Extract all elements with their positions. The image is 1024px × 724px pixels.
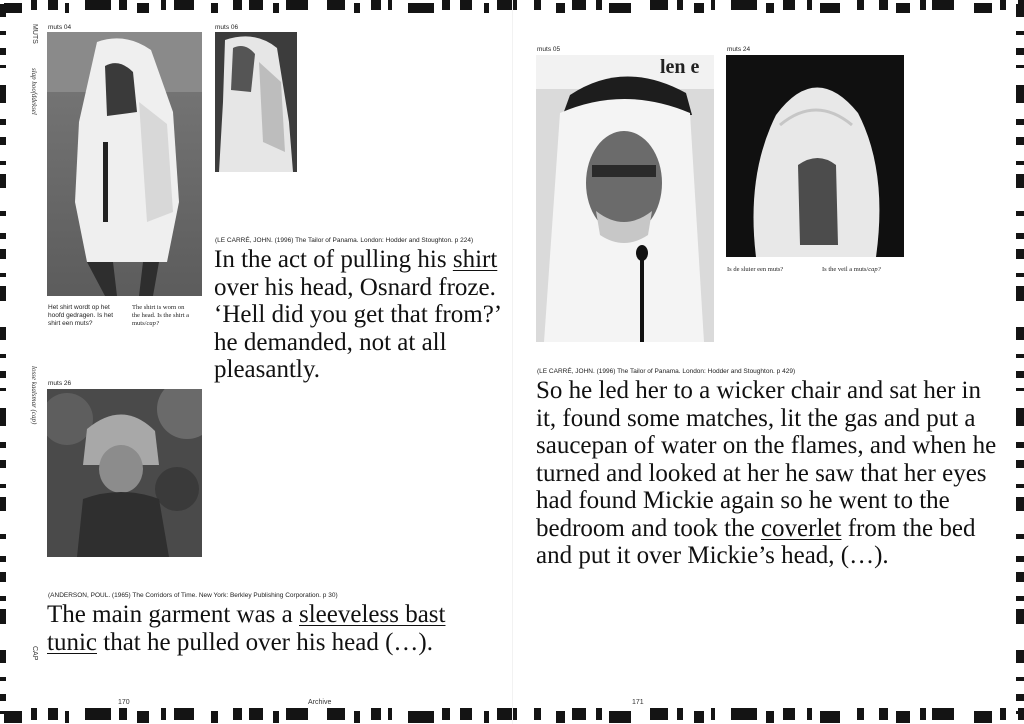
photo-muts26 xyxy=(47,389,202,557)
decorative-right-band xyxy=(1016,0,1024,724)
side-label-slap: slap hoofddeksel xyxy=(30,68,38,115)
photo-label-muts04: muts 04 xyxy=(48,24,72,31)
band-segment xyxy=(211,711,218,723)
band-segment xyxy=(0,65,6,68)
band-segment xyxy=(0,497,6,511)
band-segment xyxy=(0,249,6,259)
band-segment xyxy=(896,3,910,13)
band-segment xyxy=(85,708,111,720)
quote-osnard: In the act of pulling his shirt over his head, Osnard froze. ‘Hell did you get that from?’ he demanded, not at all pleasantly. xyxy=(214,246,501,383)
band-segment xyxy=(650,708,668,720)
band-segment xyxy=(974,711,992,723)
band-segment xyxy=(932,708,954,720)
band-segment xyxy=(354,3,360,13)
band-segment xyxy=(137,3,149,13)
band-segment xyxy=(408,3,434,13)
photo-label-muts06: muts 06 xyxy=(215,24,239,31)
band-segment xyxy=(0,161,6,165)
band-segment xyxy=(1016,137,1024,145)
band-segment xyxy=(286,0,308,10)
band-segment xyxy=(371,0,381,10)
band-segment xyxy=(1016,408,1024,426)
band-segment xyxy=(1016,442,1024,448)
band-segment xyxy=(1016,677,1024,681)
band-segment xyxy=(0,137,6,145)
band-segment xyxy=(0,31,6,35)
band-segment xyxy=(766,711,774,723)
band-segment xyxy=(609,711,631,723)
decorative-left-band xyxy=(0,0,8,724)
citation-anderson-30: (ANDERSON, POUL. (1965) The Corridors of Time. New York: Berkley Publishing Corporation. p 30) xyxy=(48,592,338,599)
band-segment xyxy=(119,708,127,720)
band-segment xyxy=(388,0,392,10)
band-segment xyxy=(857,0,864,10)
band-segment xyxy=(0,4,6,17)
band-segment xyxy=(1016,233,1024,239)
band-segment xyxy=(327,0,345,10)
band-segment xyxy=(0,174,6,188)
band-segment xyxy=(1016,694,1024,701)
band-segment xyxy=(0,327,6,340)
band-segment xyxy=(820,711,840,723)
band-segment xyxy=(1016,650,1024,663)
band-segment xyxy=(1016,572,1024,582)
band-segment xyxy=(677,708,683,720)
band-segment xyxy=(1016,388,1024,391)
band-segment xyxy=(0,388,6,391)
band-segment xyxy=(920,0,926,10)
photo-muts04 xyxy=(47,32,202,296)
band-segment xyxy=(1016,354,1024,358)
band-segment xyxy=(0,572,6,582)
band-segment xyxy=(161,708,166,720)
band-segment xyxy=(1016,711,1024,714)
band-segment xyxy=(0,119,6,125)
band-segment xyxy=(572,708,586,720)
caption-dutch-right: Is de sluier een muts? xyxy=(727,266,784,273)
underlined-term-shirt: shirt xyxy=(452,246,498,273)
running-footer-section: Archive xyxy=(308,699,332,706)
band-segment xyxy=(1016,119,1024,125)
page-number-right: 171 xyxy=(632,699,644,706)
band-segment xyxy=(0,273,6,277)
band-segment xyxy=(1016,286,1024,301)
band-segment xyxy=(534,0,541,10)
photo-label-muts05: muts 05 xyxy=(537,46,561,53)
photo-muts24 xyxy=(726,55,904,257)
band-segment xyxy=(161,0,166,10)
band-segment xyxy=(896,711,910,723)
band-segment xyxy=(807,0,812,10)
band-segment xyxy=(807,708,812,720)
band-segment xyxy=(371,708,381,720)
page-number-left: 170 xyxy=(118,699,130,706)
band-segment xyxy=(0,354,6,358)
band-segment xyxy=(1016,4,1024,17)
band-segment xyxy=(1016,161,1024,165)
side-label-muts: MUTS xyxy=(31,24,38,44)
photo-muts05 xyxy=(536,55,714,342)
band-segment xyxy=(85,0,111,10)
band-segment xyxy=(1016,211,1024,216)
band-segment xyxy=(0,677,6,681)
band-segment xyxy=(484,711,489,723)
caption-english-right: Is the veil a muts/cap? xyxy=(822,266,881,273)
citation-le-carre-429: (LE CARRÉ, JOHN. (1996) The Tailor of Panama. London: Hodder and Stoughton. p 429) xyxy=(537,368,796,375)
band-segment xyxy=(1016,65,1024,68)
band-segment xyxy=(497,0,517,10)
band-segment xyxy=(711,0,715,10)
spread-gutter xyxy=(512,0,513,724)
band-segment xyxy=(0,371,6,378)
band-segment xyxy=(1016,273,1024,277)
band-segment xyxy=(694,711,704,723)
band-segment xyxy=(534,708,541,720)
band-segment xyxy=(0,48,6,55)
band-segment xyxy=(783,708,795,720)
band-segment xyxy=(766,3,774,13)
band-segment xyxy=(48,708,58,720)
side-label-cap: CAP xyxy=(31,646,38,661)
band-segment xyxy=(1016,484,1024,488)
caption-dutch-left: Het shirt wordt op het hoofd gedragen. Is het shirt een muts? xyxy=(48,304,114,327)
quote-mickie: So he led her to a wicker chair and sat her in it, found some matches, lit the gas and put a saucepan of water on the flames, and when he turned and looked at her he saw that her eyes had found Mickie again so he went to the bedroom and took the coverlet from the bed and put it over Mickie’s head, (…). xyxy=(536,377,997,569)
band-segment xyxy=(974,3,992,13)
underlined-term-coverlet: coverlet xyxy=(760,514,842,542)
band-segment xyxy=(711,708,715,720)
band-segment xyxy=(0,596,6,600)
band-segment xyxy=(1000,0,1006,10)
caption-english-left: The shirt is worn on the head. Is the shirt a muts/cap? xyxy=(132,304,190,327)
band-segment xyxy=(484,3,489,13)
band-segment xyxy=(694,3,704,13)
band-segment xyxy=(460,708,472,720)
band-segment xyxy=(0,408,6,426)
band-segment xyxy=(596,0,602,10)
band-segment xyxy=(233,708,242,720)
band-segment xyxy=(174,708,194,720)
band-segment xyxy=(174,0,194,10)
band-segment xyxy=(442,0,450,10)
quote-bast-tunic: The main garment was a sleeveless bast tunic that he pulled over his head (…). xyxy=(47,601,446,656)
photo-label-muts26: muts 26 xyxy=(48,380,72,387)
band-segment xyxy=(1016,609,1024,624)
band-segment xyxy=(0,211,6,216)
band-segment xyxy=(0,609,6,624)
band-segment xyxy=(273,711,279,723)
band-segment xyxy=(650,0,668,10)
band-segment xyxy=(1016,371,1024,378)
band-segment xyxy=(1016,534,1024,539)
band-segment xyxy=(408,711,434,723)
band-segment xyxy=(233,0,242,10)
band-segment xyxy=(497,708,517,720)
band-segment xyxy=(249,708,263,720)
band-segment xyxy=(677,0,683,10)
photo-muts06 xyxy=(215,32,297,172)
band-segment xyxy=(556,3,565,13)
band-segment xyxy=(211,3,218,13)
band-segment xyxy=(1016,460,1024,468)
band-segment xyxy=(65,711,69,723)
band-segment xyxy=(327,708,345,720)
band-segment xyxy=(0,233,6,239)
photo-label-muts24: muts 24 xyxy=(727,46,751,53)
citation-le-carre-224: (LE CARRÉ, JOHN. (1996) The Tailor of Panama. London: Hodder and Stoughton. p 224) xyxy=(215,237,474,244)
band-segment xyxy=(1016,174,1024,188)
band-segment xyxy=(596,708,602,720)
band-segment xyxy=(0,556,6,562)
band-segment xyxy=(0,711,6,714)
band-segment xyxy=(0,442,6,448)
band-segment xyxy=(572,0,586,10)
sign-text: len e xyxy=(660,56,700,78)
band-segment xyxy=(0,484,6,488)
band-segment xyxy=(286,708,308,720)
band-segment xyxy=(137,711,149,723)
band-segment xyxy=(783,0,795,10)
band-segment xyxy=(0,534,6,539)
underlined-term-sleeveless-bast-tunic: sleeveless bast tunic xyxy=(47,601,446,656)
band-segment xyxy=(0,694,6,701)
band-segment xyxy=(1016,596,1024,600)
band-segment xyxy=(1016,249,1024,259)
band-segment xyxy=(1016,48,1024,55)
band-segment xyxy=(442,708,450,720)
band-segment xyxy=(820,3,840,13)
band-segment xyxy=(1016,31,1024,35)
band-segment xyxy=(0,85,6,103)
band-segment xyxy=(879,0,888,10)
band-segment xyxy=(1016,327,1024,340)
band-segment xyxy=(1016,85,1024,103)
band-segment xyxy=(731,0,757,10)
band-segment xyxy=(388,708,392,720)
band-segment xyxy=(65,3,69,13)
band-segment xyxy=(731,708,757,720)
band-segment xyxy=(1016,556,1024,562)
band-segment xyxy=(354,711,360,723)
band-segment xyxy=(932,0,954,10)
band-segment xyxy=(1000,708,1006,720)
band-segment xyxy=(879,708,888,720)
band-segment xyxy=(273,3,279,13)
band-segment xyxy=(460,0,472,10)
band-segment xyxy=(0,460,6,468)
band-segment xyxy=(1016,497,1024,511)
band-segment xyxy=(249,0,263,10)
band-segment xyxy=(31,708,37,720)
band-segment xyxy=(48,0,58,10)
band-segment xyxy=(857,708,864,720)
band-segment xyxy=(556,711,565,723)
side-label-lower: losse kaalsmar (cap) xyxy=(30,366,38,425)
band-segment xyxy=(31,0,37,10)
band-segment xyxy=(920,708,926,720)
band-segment xyxy=(609,3,631,13)
band-segment xyxy=(119,0,127,10)
band-segment xyxy=(0,286,6,301)
band-segment xyxy=(0,650,6,663)
